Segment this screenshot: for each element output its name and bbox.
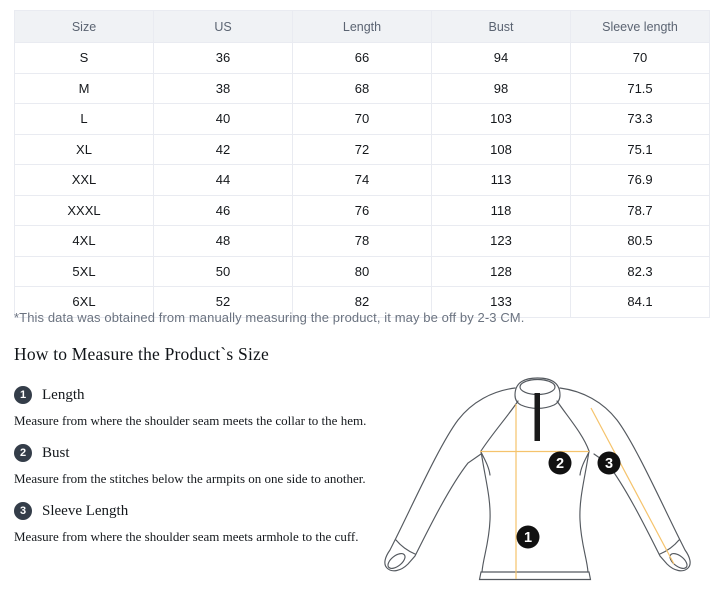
- marker-3: [598, 452, 621, 475]
- step-1-description: Measure from where the shoulder seam meets the collar to the hem.: [14, 413, 367, 428]
- step-2-description: Measure from the stitches below the armpits on one side to another.: [14, 471, 366, 486]
- size-chart-table: [14, 10, 710, 318]
- size-cell: XXL: [15, 165, 154, 196]
- marker-1: [517, 526, 540, 549]
- section-title: How to Measure the Product`s Size: [14, 344, 269, 364]
- size-cell: M: [15, 73, 154, 104]
- size-cell: 84.1: [571, 287, 710, 318]
- size-cell: 82.3: [571, 256, 710, 287]
- size-cell: 4XL: [15, 226, 154, 257]
- size-cell: 46: [154, 195, 293, 226]
- size-cell: 76.9: [571, 165, 710, 196]
- size-cell: 66: [293, 43, 432, 74]
- size-row: [15, 134, 710, 165]
- size-cell: 6XL: [15, 287, 154, 318]
- size-cell: 70: [293, 104, 432, 135]
- measurement-disclaimer: *This data was obtained from manually measuring the product, it may be off by 2-3 CM.: [14, 310, 525, 325]
- marker-3-number: 3: [604, 456, 614, 472]
- step-3-description: Measure from where the shoulder seam meets armhole to the cuff.: [14, 529, 359, 544]
- size-cell: 44: [154, 165, 293, 196]
- size-cell: 68: [293, 73, 432, 104]
- size-cell: 103: [432, 104, 571, 135]
- measure-step-bust: [14, 444, 374, 487]
- size-cell: 98: [432, 73, 571, 104]
- size-cell: 118: [432, 195, 571, 226]
- size-row: [15, 104, 710, 135]
- size-cell: 78: [293, 226, 432, 257]
- step-2-badge: 2: [14, 444, 32, 462]
- size-cell: 36: [154, 43, 293, 74]
- size-cell: XL: [15, 134, 154, 165]
- zipper: [535, 393, 541, 441]
- step-1-badge: 1: [14, 386, 32, 404]
- size-cell: 42: [154, 134, 293, 165]
- size-cell: 128: [432, 256, 571, 287]
- size-cell: 80: [293, 256, 432, 287]
- size-row: [15, 256, 710, 287]
- column-header: Length: [293, 11, 432, 43]
- size-row: [15, 226, 710, 257]
- size-cell: 52: [154, 287, 293, 318]
- size-cell: 40: [154, 104, 293, 135]
- size-cell: 108: [432, 134, 571, 165]
- step-3-label: Sleeve Length: [42, 502, 129, 519]
- measure-step-sleeve-length: [14, 502, 374, 545]
- size-cell: 76: [293, 195, 432, 226]
- marker-1-number: 1: [523, 530, 533, 546]
- size-cell: 82: [293, 287, 432, 318]
- step-3-badge: 3: [14, 502, 32, 520]
- how-to-measure-section: [14, 344, 374, 560]
- size-cell: 70: [571, 43, 710, 74]
- size-cell: 113: [432, 165, 571, 196]
- size-cell: XXXL: [15, 195, 154, 226]
- size-row: [15, 73, 710, 104]
- size-cell: 133: [432, 287, 571, 318]
- size-cell: 48: [154, 226, 293, 257]
- size-cell: L: [15, 104, 154, 135]
- size-row: [15, 165, 710, 196]
- size-cell: 94: [432, 43, 571, 74]
- size-cell: 73.3: [571, 104, 710, 135]
- size-cell: S: [15, 43, 154, 74]
- step-1-label: Length: [42, 386, 85, 403]
- column-header: Size: [15, 11, 154, 43]
- size-cell: 71.5: [571, 73, 710, 104]
- step-2-label: Bust: [42, 444, 70, 461]
- sleeve-measure-line: [591, 408, 674, 564]
- shirt-measurement-diagram: [368, 374, 724, 608]
- column-header: Bust: [432, 11, 571, 43]
- size-cell: 74: [293, 165, 432, 196]
- column-header: Sleeve length: [571, 11, 710, 43]
- size-chart-header-row: [15, 11, 710, 43]
- marker-2: [549, 452, 572, 475]
- size-cell: 50: [154, 256, 293, 287]
- size-cell: 38: [154, 73, 293, 104]
- measure-step-length: [14, 386, 374, 429]
- size-cell: 80.5: [571, 226, 710, 257]
- marker-2-number: 2: [555, 456, 565, 472]
- size-cell: 75.1: [571, 134, 710, 165]
- size-cell: 5XL: [15, 256, 154, 287]
- size-row: [15, 195, 710, 226]
- size-row: [15, 43, 710, 74]
- size-cell: 72: [293, 134, 432, 165]
- size-cell: 123: [432, 226, 571, 257]
- size-cell: 78.7: [571, 195, 710, 226]
- column-header: US: [154, 11, 293, 43]
